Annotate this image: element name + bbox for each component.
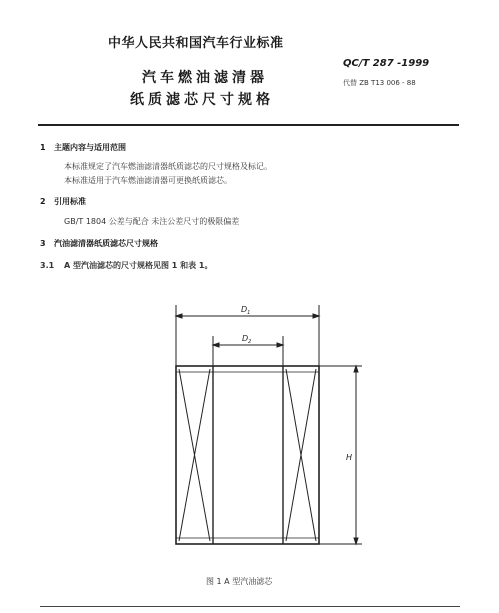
label-d2: $D_2$ xyxy=(242,334,252,345)
section-2-paragraph-1: GB/T 1804 公差与配合 未注公差尺寸的极限偏差 xyxy=(64,217,240,226)
standard-code: QC/T 287 -1999 xyxy=(343,58,430,69)
issuing-organization: 中华人民共和国汽车行业标准 xyxy=(108,36,284,51)
figure-caption: 图 1 A 型汽油滤芯 xyxy=(206,577,273,586)
clause-3-1: 3.1 A 型汽油滤芯的尺寸规格见图 1 和表 1。 xyxy=(40,261,213,270)
section-1-paragraph-2: 本标准适用于汽车燃油滤清器可更换纸质滤芯。 xyxy=(64,176,232,185)
footer-divider xyxy=(40,606,460,607)
section-1-paragraph-1: 本标准规定了汽车燃油滤清器纸质滤芯的尺寸规格及标记。 xyxy=(64,162,272,171)
section-1-heading: 1 主题内容与适用范围 xyxy=(40,143,126,152)
title-line-1: 汽车燃油滤清器 xyxy=(142,70,268,86)
replaces-standard: 代替 ZB T13 006 - 88 xyxy=(343,79,416,87)
filter-outer-outline xyxy=(176,366,319,544)
title-line-2: 纸质滤芯尺寸规格 xyxy=(130,92,274,108)
label-h: H xyxy=(346,453,353,462)
label-d1: $D_1$ xyxy=(241,305,251,316)
section-3-heading: 3 汽油滤清器纸质滤芯尺寸规格 xyxy=(40,239,158,248)
section-2-heading: 2 引用标准 xyxy=(40,197,86,206)
